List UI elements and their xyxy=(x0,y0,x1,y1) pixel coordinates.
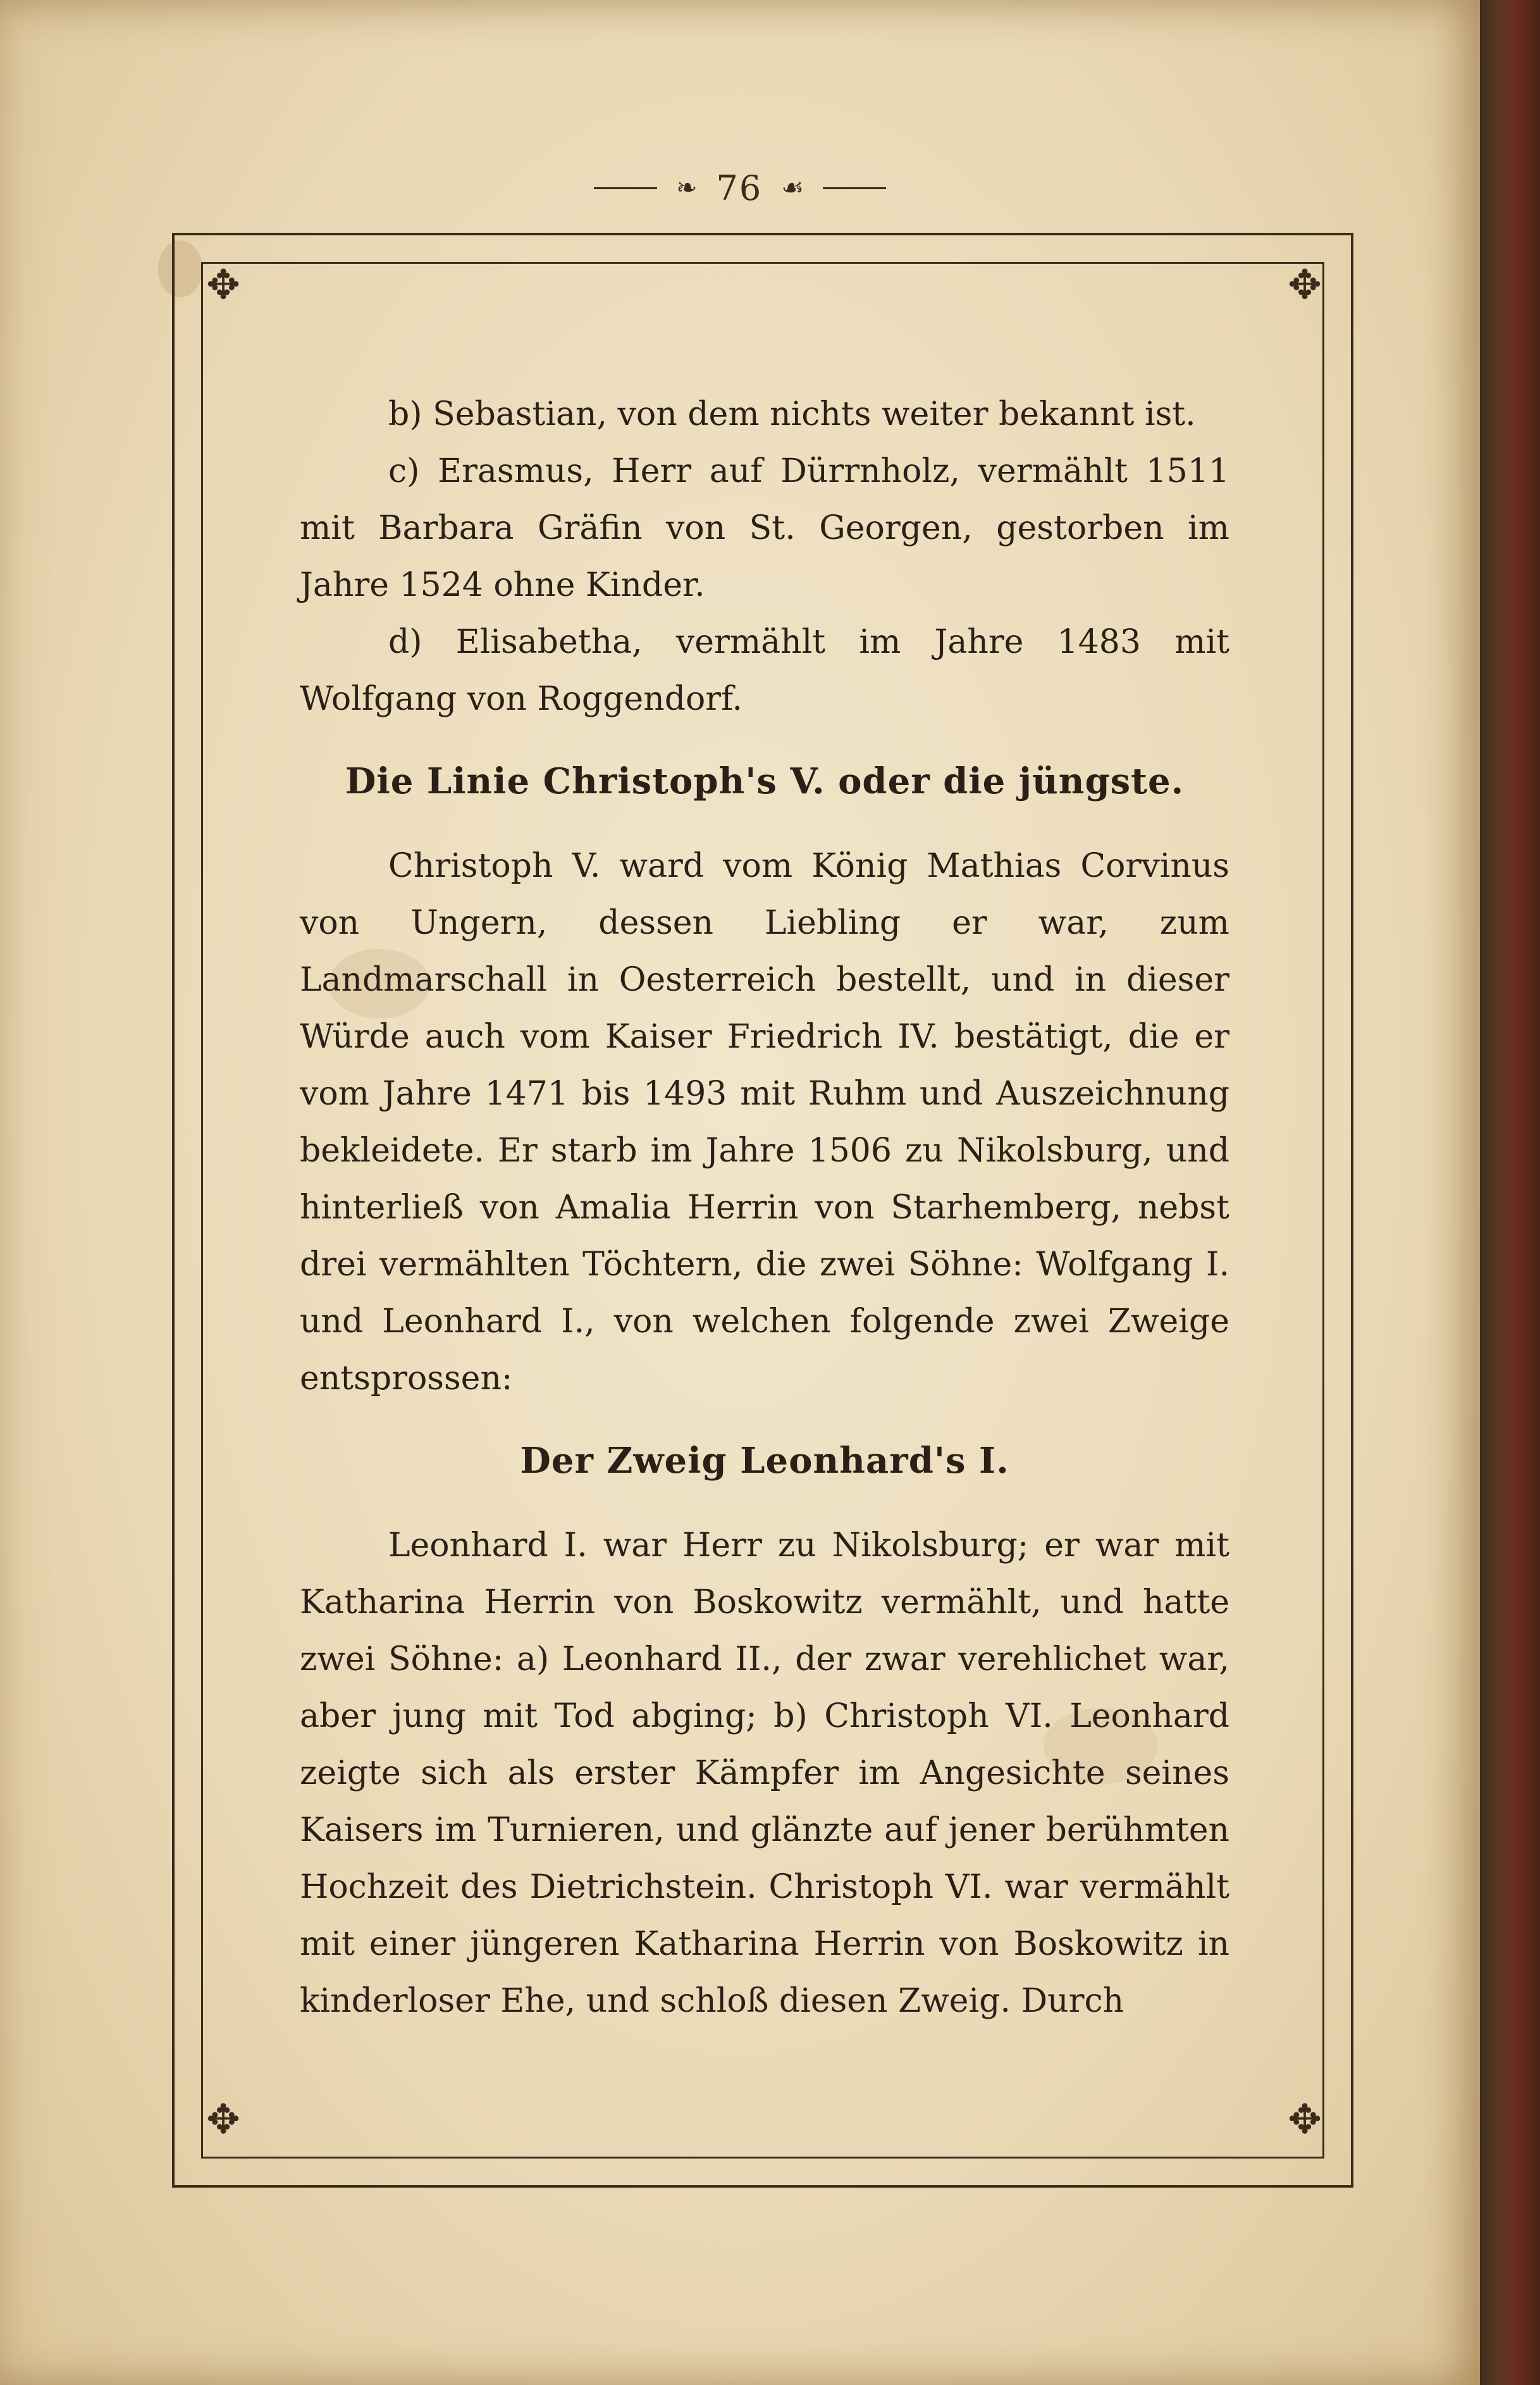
section-heading-christoph: Die Linie Christoph's V. oder die jüngste. xyxy=(345,760,1185,802)
corner-ornament-icon: ✥ xyxy=(206,2097,240,2143)
book-spine xyxy=(1480,0,1540,2385)
paragraph-leonhard-i: Leonhard I. war Herr zu Nikolsburg; er war mit Katharina Herrin von Boskowitz vermählt, und hatte zwei Söhne: a) Leonhard II., der zwar verehlichet war, aber jung mit Tod abging; b) Christoph VI. Leonhard zeigte sich als erster Kämpfer im Angesichte seines Kaisers im Turnieren, und glänzte auf jener berühmten Hochzeit des Dietrichstein. Christoph VI. war vermählt mit einer jüngeren Katharina Herrin von Boskowitz in kinderloser Ehe, und schloß diesen Zweig. Durch xyxy=(300,1527,1229,2020)
right-ornament-icon: ☙ xyxy=(781,173,804,202)
header-rule-right xyxy=(823,187,886,189)
header-rule-left xyxy=(594,187,657,189)
paragraph-d: d) Elisabetha, vermählt im Jahre 1483 mit Wolfgang von Roggendorf. xyxy=(300,623,1229,718)
paragraph-christoph-v: Christoph V. ward vom König Mathias Corvinus von Ungern, dessen Liebling er war, zum Landmarschall in Oesterreich bestellt, und in dieser Würde auch vom Kaiser Friedrich IV. bestätigt, die er vom Jahre 1471 bis 1493 mit Ruhm und Auszeichnung bekleidete. Er starb im Jahre 1506 zu Nikolsburg, und hinterließ von Amalia Herrin von Starhemberg, nebst drei vermählten Töchtern, die zwei Söhne: Wolfgang I. und Leonhard I., von welchen folgende zwei Zweige entsprossen: xyxy=(300,847,1229,1397)
page-body xyxy=(300,386,1229,2029)
section-heading-leonhard: Der Zweig Leonhard's I. xyxy=(520,1440,1009,1482)
corner-ornament-icon: ✥ xyxy=(1288,2097,1322,2143)
corner-ornament-icon: ✥ xyxy=(206,262,240,309)
corner-ornament-icon: ✥ xyxy=(1288,262,1322,309)
paragraph-b: b) Sebastian, von dem nichts weiter bekannt ist. xyxy=(388,395,1196,433)
paragraph-c: c) Erasmus, Herr auf Dürrnholz, vermählt 1511 mit Barbara Gräfin von St. Georgen, gestorben im Jahre 1524 ohne Kinder. xyxy=(300,452,1229,604)
page-header xyxy=(0,166,1480,210)
left-ornament-icon: ❧ xyxy=(675,173,698,202)
page-number: 76 xyxy=(716,168,763,208)
